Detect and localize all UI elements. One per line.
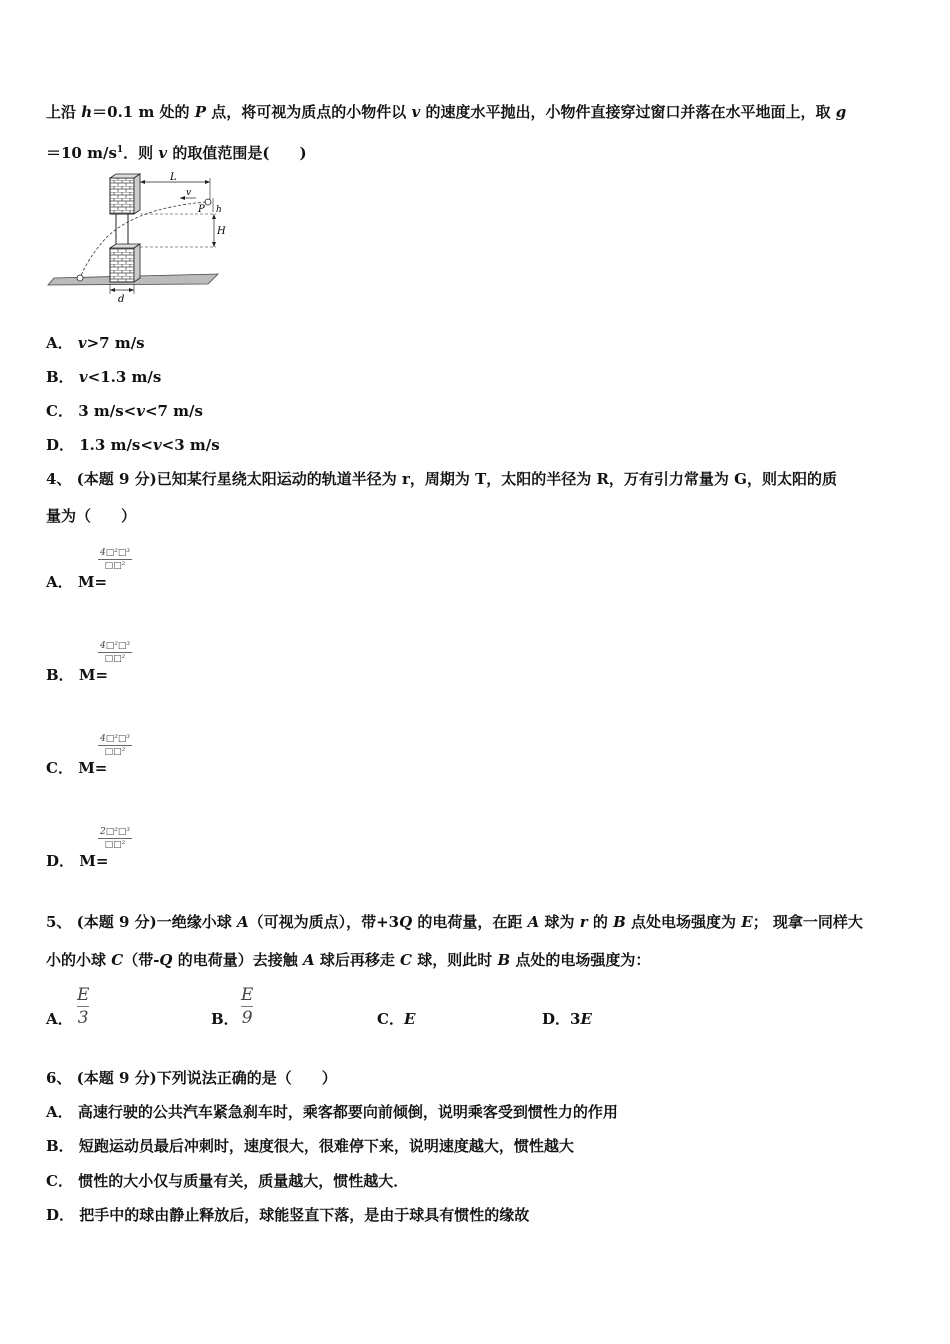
label-h: h (216, 205, 222, 215)
q3-option-d[interactable]: D． 1.3 m/s<v<3 m/s (46, 436, 220, 454)
var-v: v (411, 103, 421, 121)
q3-option-b[interactable]: B． v<1.3 m/s (46, 368, 162, 386)
q5-fraction-a: E 3 (77, 985, 90, 1028)
q5-option-c[interactable]: C．E (377, 1010, 416, 1028)
label-H: H (217, 226, 226, 237)
q5-option-d[interactable]: D．3E (542, 1010, 592, 1028)
label-L: L (170, 172, 177, 183)
projectile-window-figure (46, 168, 236, 308)
q3-option-c[interactable]: C． 3 m/s<v<7 m/s (46, 402, 203, 420)
q3-stem-line2: ＝10 $m/s^1$．则 v 的取值范围是( ) (46, 144, 307, 162)
label-v: v (186, 188, 192, 198)
q5-stem-line1: 5、 (本题 9 分)一绝缘小球 A（可视为质点），带+3Q 的电荷量，在距 A 球为 r 的 B 点处电场强度为 E； 现拿一同样大 (46, 913, 863, 931)
var-h: h (81, 103, 93, 121)
q6-option-d[interactable]: D． 把手中的球由静止释放后，球能竖直下落，是由于球具有惯性的缘故 (46, 1206, 530, 1224)
q4-formula-d: 2□²□³ □□² (100, 827, 130, 850)
label-P: P (198, 204, 205, 215)
q3-stem-line1: 上沿 h＝0.1 m 处的 P 点，将可视为质点的小物件以 v 的速度水平抛出，小物件直接穿过窗口并落在水平地面上，取 g (46, 103, 847, 121)
q4-option-c[interactable]: C． M= (46, 759, 108, 777)
q4-formula-c: 4□²□³ □□² (100, 734, 130, 757)
q5-option-a[interactable]: A． (46, 1010, 73, 1028)
q6-option-b[interactable]: B． 短跑运动员最后冲刺时，速度很大，很难停下来，说明速度越大，惯性越大 (46, 1137, 574, 1155)
upper-wall (110, 178, 134, 214)
label-d: d (118, 294, 125, 305)
q4-option-d[interactable]: D． M= (46, 852, 109, 870)
trajectory (80, 202, 206, 278)
var-p: P (194, 103, 207, 121)
q4-stem-line1: 4、 (本题 9 分)已知某行星绕太阳运动的轨道半径为 r，周期为 T，太阳的半径为 R，万有引力常量为 G，则太阳的质 (46, 470, 837, 488)
var-g: g (835, 103, 847, 121)
q4-option-b[interactable]: B． M= (46, 666, 109, 684)
lower-wall (110, 248, 134, 282)
q4-formula-a: 4□²□³ □□² (100, 548, 130, 571)
q3-option-a[interactable]: A． v>7 m/s (46, 334, 145, 352)
q6-option-c[interactable]: C． 惯性的大小仅与质量有关，质量越大，惯性越大． (46, 1172, 409, 1190)
q6-stem: 6、 (本题 9 分)下列说法正确的是（ ） (46, 1069, 337, 1087)
q5-fraction-b: E 9 (241, 985, 254, 1028)
q5-stem-line2: 小的小球 C（带-Q 的电荷量）去接触 A 球后再移走 C 球，则此时 B 点处的电场强度为： (46, 951, 651, 969)
q4-stem-line2: 量为（ ） (46, 507, 137, 525)
q4-formula-b: 4□²□³ □□² (100, 641, 130, 664)
q6-option-a[interactable]: A． 高速行驶的公共汽车紧急刹车时，乘客都要向前倾倒，说明乘客受到惯性力的作用 (46, 1103, 618, 1121)
q5-option-b[interactable]: B． (211, 1010, 239, 1028)
q4-option-a[interactable]: A． M= (46, 573, 108, 591)
